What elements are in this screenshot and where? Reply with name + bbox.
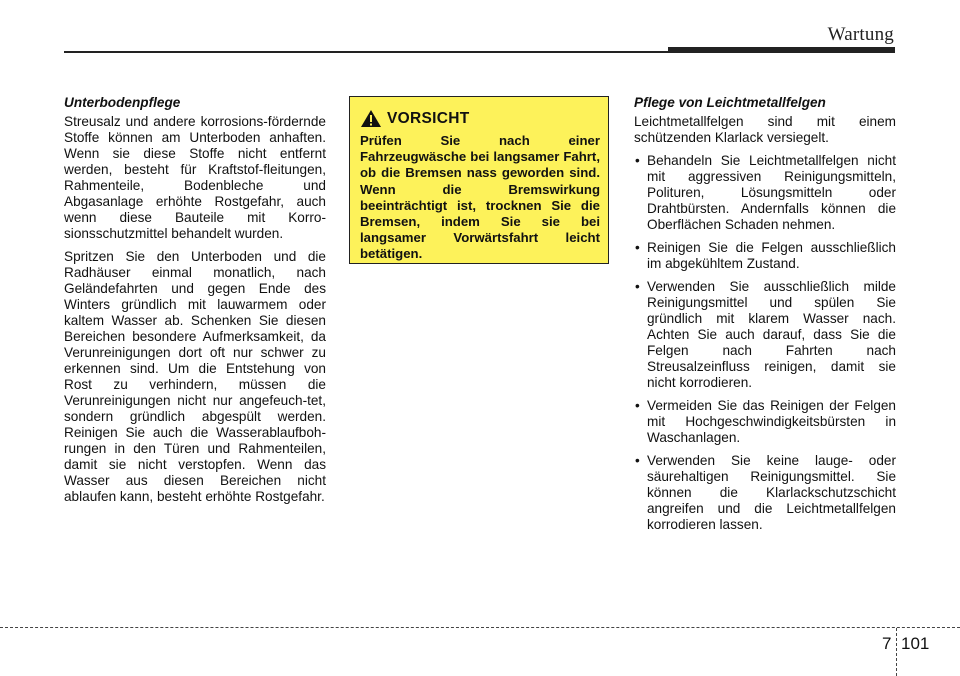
chapter-number: 7 <box>882 634 892 653</box>
left-column <box>64 95 326 512</box>
list-item <box>634 398 896 446</box>
caution-header <box>360 109 600 128</box>
footer-rule <box>0 627 960 628</box>
list-item-text: Verwenden Sie ausschließlich milde Reinigungsmittel und spülen Sie gründlich mit klarem Wasser nach. Achten Sie auch darauf, dass Sie die Felgen nach Fahrten nach Streusalzeinfluss reinigen, damit sie nicht korrodieren. <box>647 279 896 390</box>
paragraph: Leichtmetallfelgen sind mit einem schützenden Klarlack versiegelt. <box>634 114 896 145</box>
list-item <box>634 453 896 533</box>
list-item <box>634 240 896 272</box>
list-item-text: Behandeln Sie Leichtmetallfelgen nicht mit aggressiven Reinigungsmitteln, Polituren, Lösungsmitteln oder Drahtbürsten. Andernfalls können die Oberflächen Schaden nehmen. <box>647 153 896 232</box>
right-column <box>634 95 896 540</box>
section-heading-underbody: Unterbodenpflege <box>64 95 181 110</box>
caution-text: Prüfen Sie nach einer Fahrzeugwäsche bei langsamer Fahrt, ob die Bremsen nass geworden sind. Wenn die Bremswirkung beeinträchtigt ist, trocknen Sie die Bremsen, indem Sie sie bei langsamer Vorwärtsfahrt leicht betätigen. <box>360 133 600 262</box>
header-rule-accent <box>668 47 895 53</box>
caution-title: VORSICHT <box>387 109 470 127</box>
list-item <box>634 279 896 391</box>
caution-box <box>349 96 609 264</box>
bullet-icon: • <box>635 453 640 468</box>
section-heading-alloy-wheels: Pflege von Leichtmetallfelgen <box>634 95 826 110</box>
list-item-text: Reinigen Sie die Felgen ausschließlich im abgekühltem Zustand. <box>647 240 896 271</box>
footer-divider <box>896 628 897 676</box>
list-item-text: Verwenden Sie keine lauge- oder säurehaltigen Reinigungsmittel. Sie können die Klarlackschutzschicht angreifen und die Leichtmetallfelgen korrodieren lassen. <box>647 453 896 532</box>
bullet-icon: • <box>635 153 640 168</box>
paragraph: Spritzen Sie den Unterboden und die Radhäuser einmal monatlich, nach Geländefahrten und gegen Ende des Winters gründlich mit lauwarmem oder kaltem Wasser ab. Schenken Sie diesen Bereichen besondere Aufmerksamkeit, da Verunreinigungen dort oft nur schwer zu erkennen sind. Um die Entstehung von Rost zu verhindern, müssen die Verunreinigungen nicht nur angefeuch-tet, sondern gründlich abgespült werden. Reinigen Sie auch die Wasserablaufboh-rungen in den Türen und Rahmenteilen, damit sie nicht verstopfen. Wenn das Wasser aus diesen Bereichen nicht ablaufen kann, besteht erhöhte Rostgefahr. <box>64 249 326 504</box>
page-number: 101 <box>901 634 930 653</box>
bullet-list <box>634 153 896 533</box>
bullet-icon: • <box>635 279 640 294</box>
warning-triangle-icon <box>360 109 382 128</box>
header-rule <box>64 51 668 53</box>
bullet-icon: • <box>635 240 640 255</box>
list-item-text: Vermeiden Sie das Reinigen der Felgen mit Hochgeschwindigkeitsbürsten in Waschanlagen. <box>647 398 896 445</box>
section-title: Wartung <box>827 24 894 45</box>
bullet-icon: • <box>635 398 640 413</box>
list-item <box>634 153 896 233</box>
paragraph: Streusalz und andere korrosions-fördernde Stoffe können am Unterboden anhaften. Wenn sie diese Stoffe nicht entfernt werden, besteht für Kraftstof-fleitungen, Rahmenteile, Bodenbleche und Abgasanlage erhöhte Rostgefahr, auch wenn diese Bauteile mit Korro-sionsschutzmittel behandelt wurden. <box>64 114 326 241</box>
